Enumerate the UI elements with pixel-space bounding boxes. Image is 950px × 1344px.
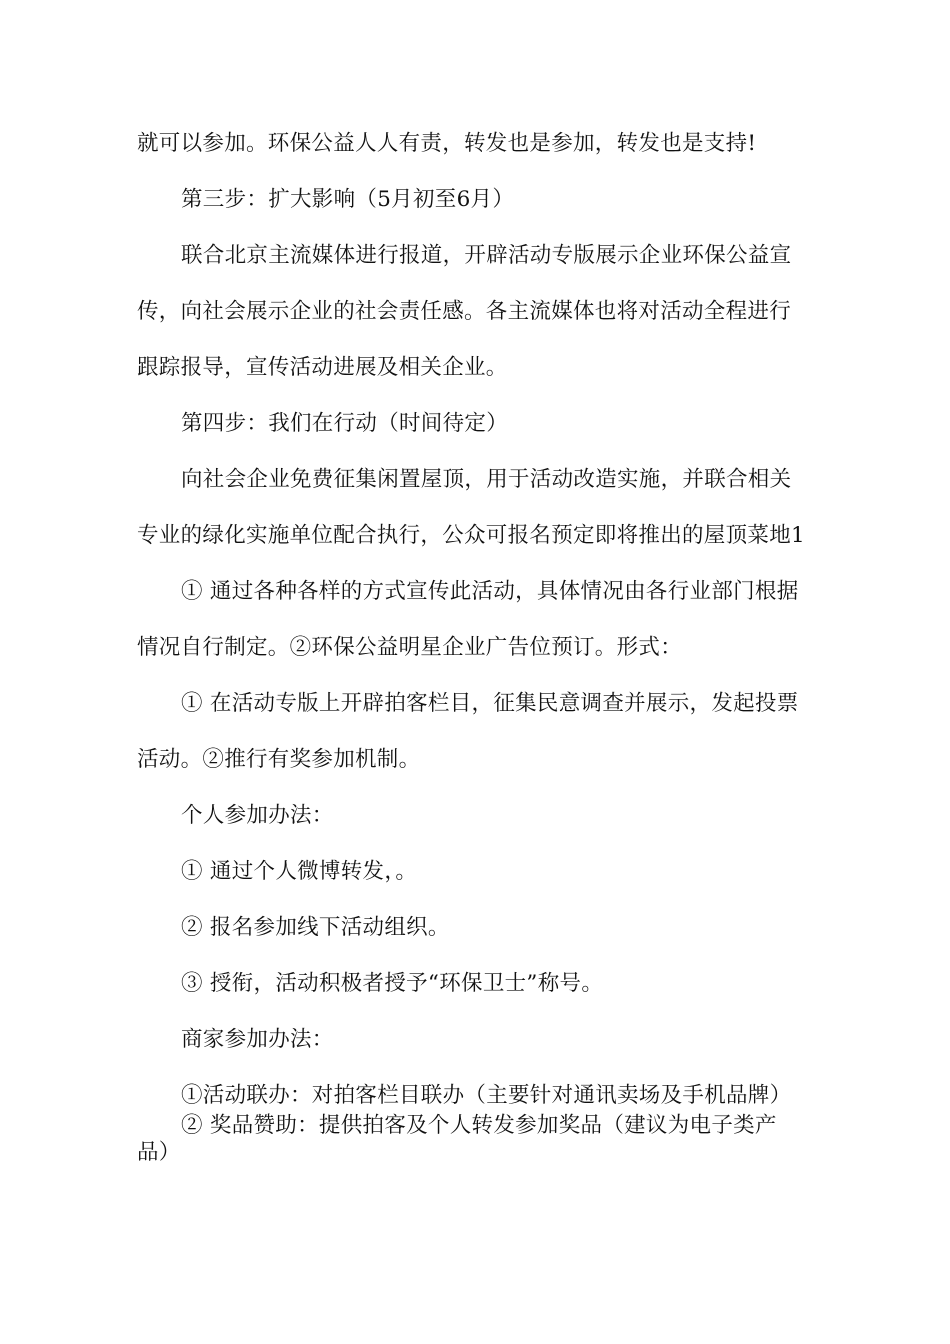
text-line: 品） [137, 1140, 181, 1165]
text-line: ① 通过各种各样的方式宣传此活动，具体情况由各行业部门根据 [181, 579, 799, 604]
list-item: ③ 授衔，活动积极者授予“环保卫士”称号。 [181, 971, 604, 996]
list-item: ② 报名参加线下活动组织。 [181, 915, 450, 940]
list-item: ① 通过个人微博转发，。 [181, 859, 418, 884]
section-heading: 商家参加办法： [181, 1027, 334, 1052]
text-line: ① 在活动专版上开辟拍客栏目，征集民意调查并展示，发起投票 [181, 691, 799, 716]
step-heading: 第三步：扩大影响（5月初至6月） [181, 187, 515, 212]
text-line: 情况自行制定。②环保公益明星企业广告位预订。形式： [137, 635, 683, 660]
text-line: 向社会企业免费征集闲置屋顶，用于活动改造实施，并联合相关 [181, 467, 792, 492]
list-item: ①活动联办：对拍客栏目联办（主要针对通讯卖场及手机品牌） [181, 1083, 792, 1108]
text-line: 活动。②推行有奖参加机制。 [137, 747, 421, 772]
text-line: 联合北京主流媒体进行报道，开辟活动专版展示企业环保公益宣 [181, 243, 792, 268]
text-line: 跟踪报导，宣传活动进展及相关企业。 [137, 355, 508, 380]
section-heading: 个人参加办法： [181, 803, 334, 828]
text-line: 专业的绿化实施单位配合执行，公众可报名预定即将推出的屋顶菜地1 [137, 523, 805, 548]
list-item: ② 奖品赞助：提供拍客及个人转发参加奖品（建议为电子类产 [181, 1113, 777, 1138]
text-line: 就可以参加。环保公益人人有责，转发也是参加，转发也是支持! [137, 131, 757, 156]
step-heading: 第四步：我们在行动（时间待定） [181, 411, 509, 436]
text-line: 传，向社会展示企业的社会责任感。各主流媒体也将对活动全程进行 [137, 299, 792, 324]
